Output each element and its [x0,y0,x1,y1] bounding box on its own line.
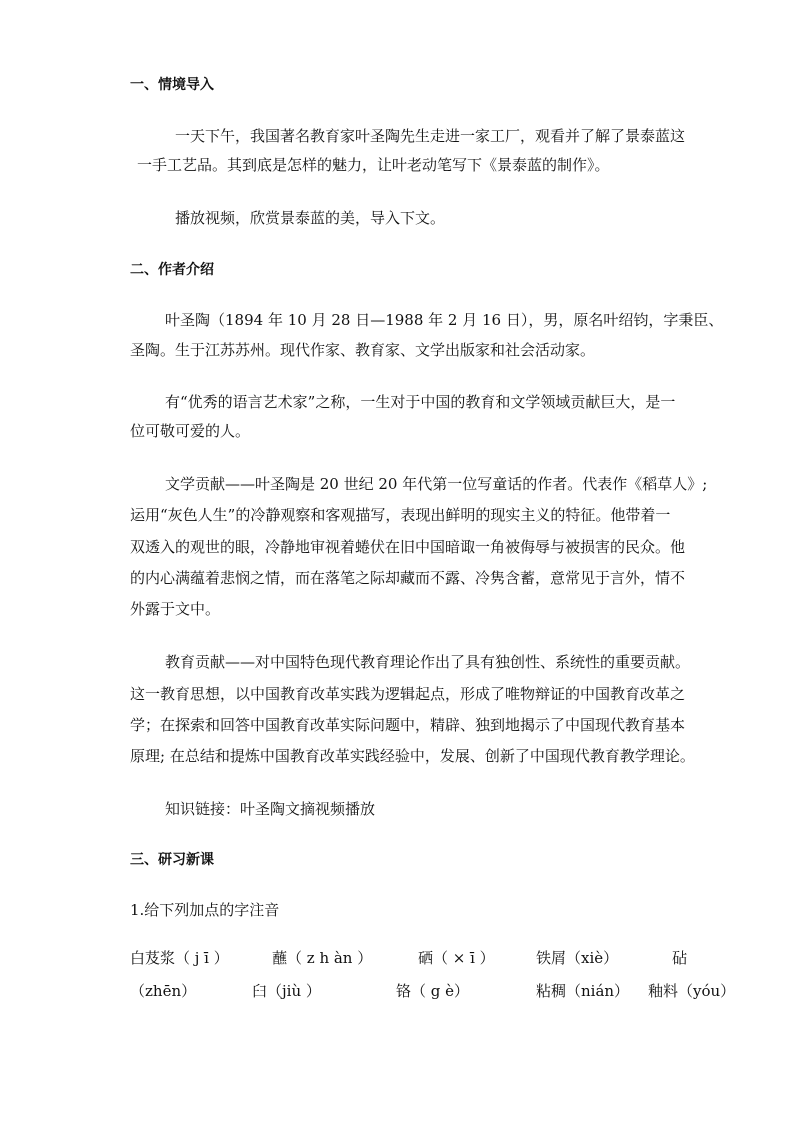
author-paragraph-3-line-3: 双透入的观世的眼，冷静地审视着蜷伏在旧中国暗诹一角被侮辱与被损害的民众。他 [130,538,686,556]
section-heading-author: 二、作者介绍 [130,262,214,278]
author-paragraph-1-line-2: 圣陶。生于江苏苏州。现代作家、教育家、文学出版家和社会活动家。 [130,341,596,359]
section-heading-study: 三、研习新课 [130,852,214,868]
author-paragraph-4-line-3: 学；在探索和回答中国教育改革实际问题中，精辟、独到地揭示了中国现代教育基本 [130,716,686,734]
author-paragraph-1-line-1: 叶圣陶（1894 年 10 月 28 日—1988 年 2 月 16 日），男，原名叶绍钧，字秉臣、 [165,311,724,329]
pinyin-item: 粘稠（nián） [536,982,630,1000]
author-paragraph-2-line-1: 有“优秀的语言艺术家”之称，一生对于中国的教育和文学领域贡献巨大，是一 [165,393,676,411]
author-paragraph-4-line-4: 原理; 在总结和提炼中国教育改革实践经验中，发展、创新了中国现代教育教学理论。 [130,747,695,765]
pinyin-item: 蘸（ z h àn ） [272,949,373,967]
pinyin-item: 釉料（yóu） [648,982,736,1000]
pinyin-item: 白芨浆（ j ī ） [130,949,229,967]
exercise-1-prompt: 1.给下列加点的字注音 [130,901,280,919]
intro-paragraph-2: 播放视频，欣赏景泰蓝的美，导入下文。 [175,209,446,227]
pinyin-item: （zhēn） [130,982,197,1000]
intro-paragraph-1-line-2: 一手工艺品。其到底是怎样的魅力，让叶老动笔写下《景泰蓝的制作》。 [137,156,610,174]
author-paragraph-4-line-1: 教育贡献——对中国特色现代教育理论作出了具有独创性、系统性的重要贡献。 [165,653,691,671]
author-paragraph-2-line-2: 位可敬可爱的人。 [130,422,251,440]
pinyin-item: 铬（ g è） [396,982,470,1000]
intro-paragraph-1-line-1: 一天下午，我国著名教育家叶圣陶先生走进一家工厂，观看并了解了景泰蓝这 [175,127,686,145]
author-paragraph-3-line-5: 外露于文中。 [130,600,221,618]
pinyin-item: 铁屑（xiè） [536,949,619,967]
author-paragraph-3-line-4: 的内心满蕴着悲悯之情，而在落笔之际却藏而不露、冷隽含蓄，意常见于言外，情不 [130,569,686,587]
author-paragraph-4-line-2: 这一教育思想，以中国教育改革实践为逻辑起点，形成了唯物辩证的中国教育改革之 [130,685,686,703]
pinyin-item: 硒（ × ī ） [418,949,495,967]
knowledge-link: 知识链接：叶圣陶文摘视频播放 [165,800,376,818]
pinyin-item: 臼（jiù ） [252,982,321,1000]
author-paragraph-3-line-2: 运用“灰色人生”的冷静观察和客观描写，表现出鲜明的现实主义的特征。他带着一 [130,506,671,524]
pinyin-item: 砧 [672,949,688,967]
author-paragraph-3-line-1: 文学贡献——叶圣陶是 20 世纪 20 年代第一位写童话的作者。代表作《稻草人》; [165,475,708,493]
section-heading-intro: 一、情境导入 [130,77,214,93]
